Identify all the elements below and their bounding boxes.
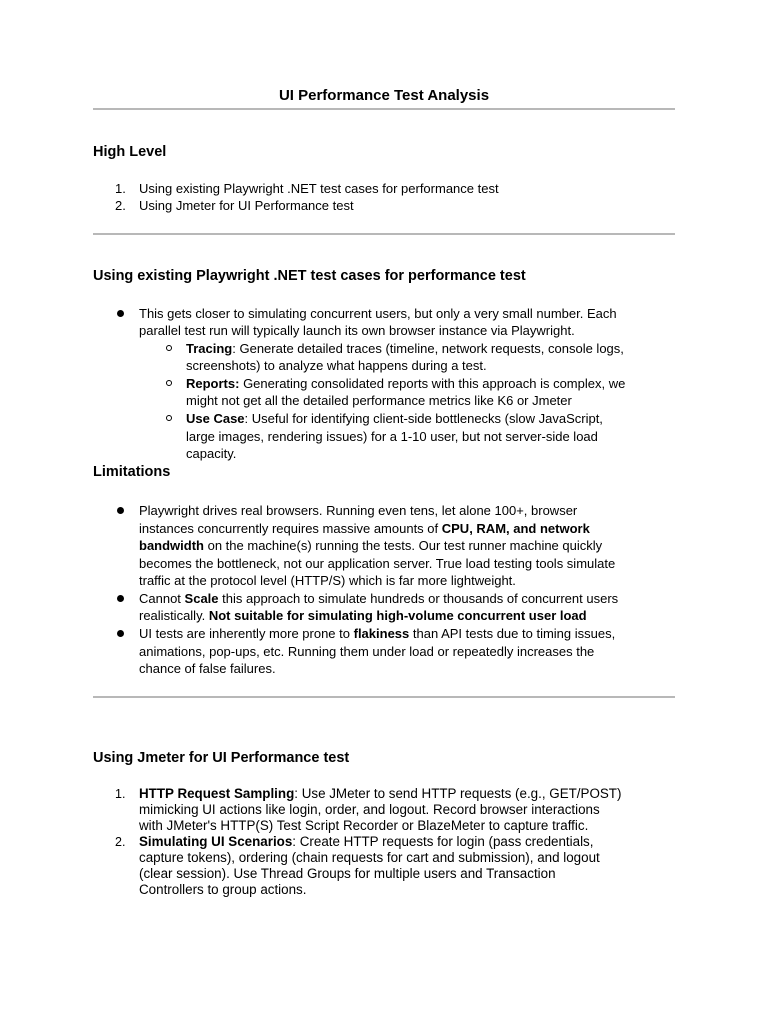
paragraph-line: with JMeter's HTTP(S) Test Script Recorder or BlazeMeter to capture traffic.	[139, 818, 589, 833]
playwright-heading: Using existing Playwright .NET test cases for performance test	[93, 268, 526, 284]
bold-label: HTTP Request Sampling	[139, 786, 295, 801]
text-run: : Create HTTP requests for login (pass credentials,	[292, 834, 594, 849]
bullet-icon	[117, 310, 124, 317]
limitations-heading: Limitations	[93, 464, 171, 480]
text-run: this approach to simulate hundreds or thousands of concurrent users	[218, 591, 619, 606]
bullet-icon	[117, 595, 124, 602]
paragraph-line	[139, 625, 615, 642]
bullet-icon	[117, 507, 124, 514]
jmeter-heading: Using Jmeter for UI Performance test	[93, 750, 350, 766]
paragraph-line	[139, 520, 590, 537]
bold-label: Tracing	[186, 341, 233, 356]
paragraph-line	[139, 590, 618, 607]
text-run: : Generate detailed traces (timeline, network requests, console logs,	[232, 341, 624, 356]
section-divider	[93, 696, 675, 698]
paragraph-line: capture tokens), ordering (chain requests for cart and submission), and logout	[139, 850, 600, 865]
paragraph-line	[139, 607, 587, 624]
paragraph-line: animations, pop-ups, etc. Running them under load or repeatedly increases the	[139, 644, 595, 659]
section-divider	[93, 233, 675, 235]
text-run: than API tests due to timing issues,	[409, 626, 616, 641]
bold-label: flakiness	[353, 626, 410, 641]
bold-label: Not suitable for simulating high-volume concurrent user load	[208, 608, 587, 623]
paragraph-line: screenshots) to analyze what happens during a test.	[186, 358, 487, 373]
list-item-number: 2.	[115, 835, 126, 849]
circle-bullet-icon	[166, 380, 172, 386]
list-item-number: 1.	[115, 181, 126, 196]
bold-label: Use Case	[186, 411, 245, 426]
paragraph-line: capacity.	[186, 446, 237, 461]
circle-bullet-icon	[166, 415, 172, 421]
bold-label: Simulating UI Scenarios	[139, 834, 293, 849]
paragraph-line	[186, 410, 603, 427]
bullet-icon	[117, 630, 124, 637]
text-run: : Useful for identifying client-side bottlenecks (slow JavaScript,	[244, 411, 603, 426]
text-run: instances concurrently requires massive amounts of	[139, 521, 442, 536]
bold-label: CPU, RAM, and network	[441, 521, 590, 536]
title-divider	[93, 108, 675, 110]
text-run: UI tests are inherently more prone to	[139, 626, 354, 641]
paragraph-line	[139, 786, 621, 802]
paragraph-line: becomes the bottleneck, not our application server. True load testing tools simulate	[139, 556, 616, 571]
list-item-number: 1.	[115, 787, 126, 801]
paragraph-line	[186, 340, 624, 357]
bold-label: bandwidth	[139, 538, 204, 553]
paragraph-line	[186, 375, 625, 392]
high-level-heading: High Level	[93, 144, 167, 160]
text-run: realistically.	[139, 608, 209, 623]
circle-bullet-icon	[166, 345, 172, 351]
list-item-number: 2.	[115, 198, 126, 213]
paragraph-line: traffic at the protocol level (HTTP/S) which is far more lightweight.	[139, 573, 516, 588]
paragraph-line: This gets closer to simulating concurrent users, but only a very small number. Each	[139, 306, 617, 321]
bold-label: Reports:	[186, 376, 240, 391]
text-run: Generating consolidated reports with this approach is complex, we	[239, 376, 626, 391]
paragraph-line: large images, rendering issues) for a 1-10 user, but not server-side load	[186, 429, 598, 444]
text-run: : Use JMeter to send HTTP requests (e.g., GET/POST)	[294, 786, 622, 801]
list-item-text: Using Jmeter for UI Performance test	[139, 198, 354, 213]
paragraph-line: parallel test run will typically launch its own browser instance via Playwright.	[139, 323, 575, 338]
bold-label: Scale	[184, 591, 219, 606]
paragraph-line: chance of false failures.	[139, 661, 276, 676]
list-item-text: Using existing Playwright .NET test cases for performance test	[139, 181, 499, 196]
paragraph-line: mimicking UI actions like login, order, and logout. Record browser interactions	[139, 802, 600, 817]
paragraph-line	[139, 537, 602, 554]
page-title: UI Performance Test Analysis	[278, 87, 490, 104]
paragraph-line: (clear session). Use Thread Groups for multiple users and Transaction	[139, 866, 556, 881]
paragraph-line: might not get all the detailed performance metrics like K6 or Jmeter	[186, 393, 572, 408]
paragraph-line	[139, 834, 593, 850]
text-run: on the machine(s) running the tests. Our test runner machine quickly	[204, 538, 603, 553]
paragraph-line: Controllers to group actions.	[139, 882, 307, 897]
paragraph-line: Playwright drives real browsers. Running even tens, let alone 100+, browser	[139, 503, 578, 518]
text-run: Cannot	[139, 591, 185, 606]
